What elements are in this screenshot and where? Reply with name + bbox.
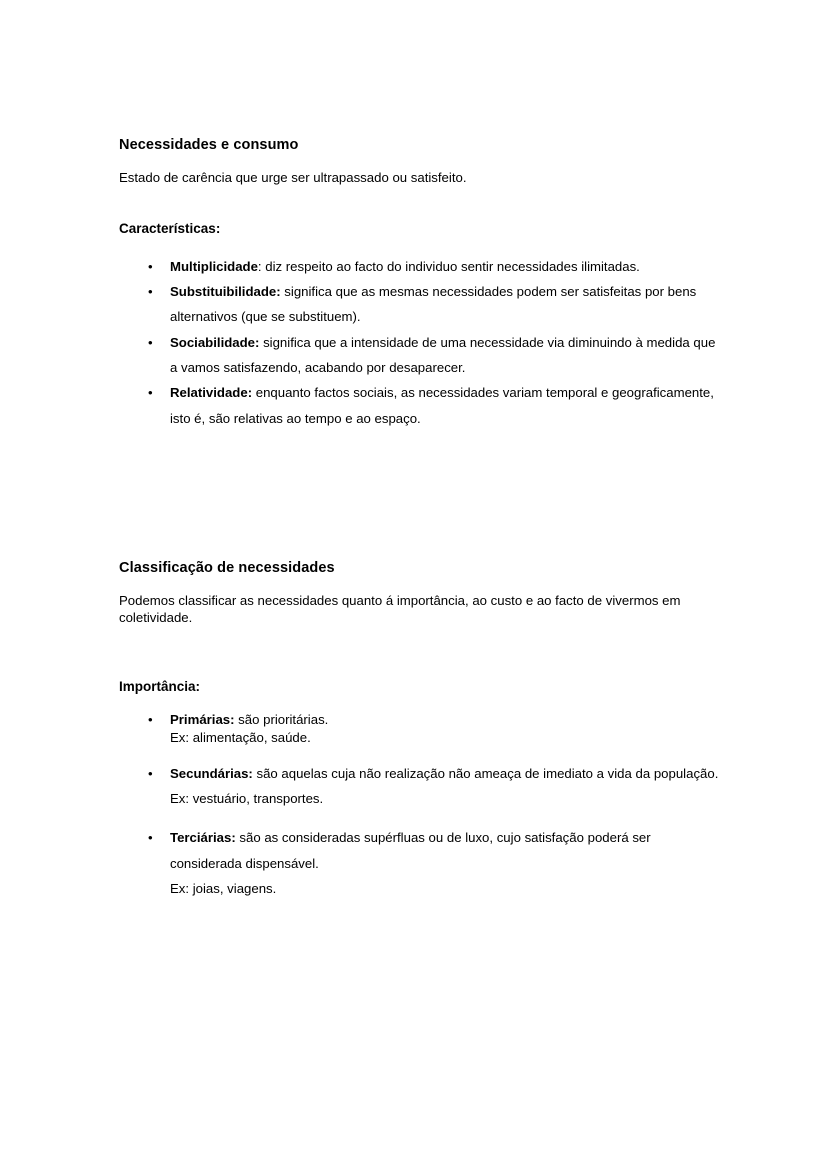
sub-heading-caracteristicas: Características: [119,220,221,236]
list-item-term: Sociabilidade: [170,334,260,350]
list-item-example: Ex: vestuário, transportes. [170,790,324,806]
spacer-item [119,811,719,825]
list-item-text: são as consideradas supérfluas ou de luxo, cujo satisfação poderá ser considerada dispensável. [170,830,651,871]
list-item [119,380,719,431]
list-item-term: Relatividade: [170,385,253,401]
list-item-text: são prioritárias. [234,712,329,728]
spacer [119,695,719,711]
list-item-text: enquanto factos sociais, as necessidades variam temporal e geograficamente, isto é, são relativas ao tempo e ao espaço. [170,385,714,426]
list-item-example: Ex: alimentação, saúde. [170,729,311,745]
spacer-item [119,747,719,761]
list-item-text: significa que a intensidade de uma necessidade via diminuindo à medida que a vamos satisfazendo, acabando por desaparecer. [170,334,716,375]
section-spacer [119,431,719,559]
spacer [119,187,719,221]
sub-heading-importancia: Importância: [119,678,201,694]
section-heading-necessidades-e-consumo: Necessidades e consumo [119,137,299,153]
list-item [119,279,719,330]
intro-paragraph-classificacao: Podemos classificar as necessidades quanto á importância, ao custo e ao facto de vivermos em coletividade. [119,593,681,625]
list-item [119,711,719,746]
intro-paragraph-necessidades: Estado de carência que urge ser ultrapassado ou satisfeito. [119,170,467,186]
spacer [119,238,719,254]
list-item-term: Multiplicidade [170,258,258,274]
list-item-term: Substituibilidade: [170,283,281,299]
importancia-list [119,711,719,901]
list-item [119,825,719,901]
list-item-text: são aquelas cuja não realização não ameaça de imediato a vida da população. [252,765,719,781]
document-content [119,136,719,901]
list-item-term: Terciárias: [170,830,236,846]
spacer [119,154,719,170]
list-item-separator: : [257,258,262,274]
caracteristicas-list [119,254,719,431]
list-item [119,254,719,279]
list-item [119,330,719,381]
section-heading-classificacao-de-necessidades: Classificação de necessidades [119,559,335,576]
spacer [119,627,719,679]
list-item-term: Secundárias: [170,765,253,781]
list-item-text: diz respeito ao facto do individuo sentir necessidades ilimitadas. [261,258,640,274]
list-item [119,761,719,812]
list-item-example: Ex: joias, viagens. [170,880,277,896]
list-item-term: Primárias: [170,712,235,728]
list-item-text: significa que as mesmas necessidades podem ser satisfeitas por bens alternativos (que se substituem). [170,283,697,325]
spacer [119,577,719,593]
